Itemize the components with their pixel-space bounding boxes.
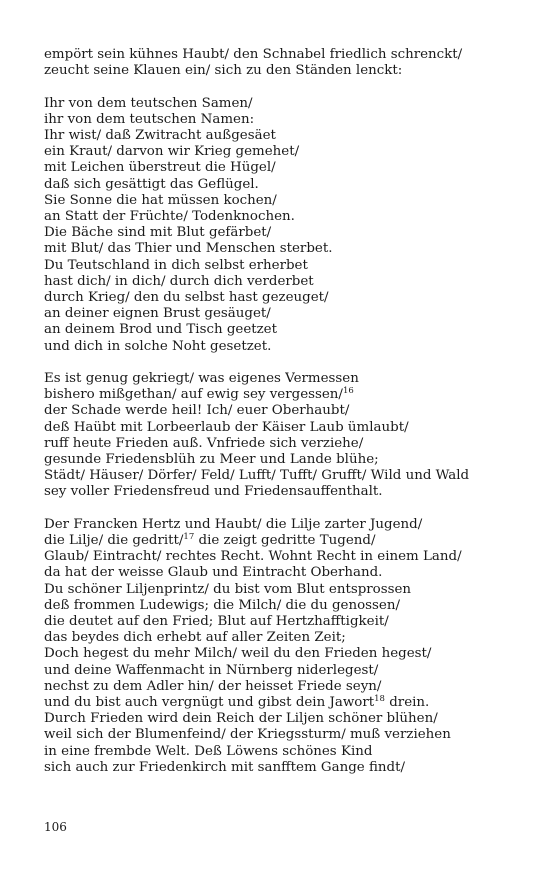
poem-line	[44, 209, 514, 225]
page-number: 106	[44, 820, 67, 834]
line-text: weil sich der Blumenfeind/ der Kriegssturm/ muß verziehen	[44, 727, 451, 743]
poem-line	[44, 177, 514, 193]
poem-line	[44, 582, 514, 598]
line-text: zeucht seine Klauen ein/ sich zu den Ständen lenckt:	[44, 63, 403, 79]
poem-line	[44, 468, 514, 484]
poem-line	[44, 549, 514, 565]
poem-line	[44, 614, 514, 630]
line-text: der Schade werde heil! Ich/ euer Oberhaubt/	[44, 403, 350, 419]
poem-line	[44, 484, 514, 500]
line-text: daß sich gesättigt das Geflügel.	[44, 176, 259, 192]
poem-line	[44, 760, 514, 776]
poem-line	[44, 193, 514, 209]
footnote-marker: 16	[342, 386, 354, 397]
poem-line	[44, 436, 514, 452]
poem-line	[44, 711, 514, 727]
line-text: an deiner eignen Brust gesäuget/	[44, 306, 271, 322]
line-text: Durch Frieden wird dein Reich der Liljen schöner blühen/	[44, 711, 438, 727]
line-text: in eine frembde Welt. Deß Löwens schönes Kind	[44, 743, 373, 759]
poem-line	[44, 371, 514, 387]
poem-line	[44, 387, 514, 403]
line-text: deß frommen Ludewigs; die Milch/ die du genossen/	[44, 597, 400, 613]
stanza	[44, 517, 514, 776]
poem-line	[44, 274, 514, 290]
poem-line	[44, 290, 514, 306]
line-text: sey voller Friedensfreud und Friedensauffenthalt.	[44, 484, 383, 500]
poem-line	[44, 744, 514, 760]
poem-line	[44, 63, 514, 79]
line-text: bishero mißgethan/ auf ewig sey vergessen/	[44, 387, 343, 403]
poem-line	[44, 225, 514, 241]
poem-line	[44, 727, 514, 743]
poem-line	[44, 695, 514, 711]
line-text-continued: die zeigt gedritte Tugend/	[194, 533, 376, 549]
line-text: durch Krieg/ den du selbst hast gezeuget/	[44, 290, 329, 306]
line-text: deß Haübt mit Lorbeerlaub der Käiser Laub ümlaubt/	[44, 419, 409, 435]
line-text: Es ist genug gekriegt/ was eigenes Vermessen	[44, 371, 359, 387]
poem-line	[44, 96, 514, 112]
poem-line	[44, 403, 514, 419]
poem-line	[44, 322, 514, 338]
line-text: und deine Waffenmacht in Nürnberg niderlegest/	[44, 662, 379, 678]
line-text: mit Blut/ das Thier und Menschen sterbet.	[44, 241, 333, 257]
line-text: Glaub/ Eintracht/ rechtes Recht. Wohnt Recht in einem Land/	[44, 549, 462, 565]
line-text: an deinem Brod und Tisch geetzet	[44, 322, 277, 338]
poem-line	[44, 258, 514, 274]
poem-line	[44, 128, 514, 144]
line-text-continued: drein.	[384, 695, 430, 711]
line-text: Ihr von dem teutschen Samen/	[44, 95, 253, 111]
poem-text	[44, 47, 514, 792]
line-text: und du bist auch vergnügt und gibst dein Jawort	[44, 695, 375, 711]
poem-line	[44, 339, 514, 355]
line-text: da hat der weisse Glaub und Eintracht Oberhand.	[44, 565, 383, 581]
line-text: Sie Sonne die hat müssen kochen/	[44, 192, 277, 208]
line-text: das beydes dich erhebt auf aller Zeiten Zeit;	[44, 630, 346, 646]
footnote-marker: 17	[183, 532, 195, 543]
poem-line	[44, 241, 514, 257]
line-text: mit Leichen überstreut die Hügel/	[44, 160, 276, 176]
poem-line	[44, 630, 514, 646]
line-text: Du Teutschland in dich selbst erherbet	[44, 257, 308, 273]
poem-line	[44, 598, 514, 614]
poem-line	[44, 565, 514, 581]
line-text: empört sein kühnes Haubt/ den Schnabel friedlich schrenckt/	[44, 47, 463, 62]
line-text: Die Bäche sind mit Blut gefärbet/	[44, 225, 272, 241]
line-text: Städt/ Häuser/ Dörfer/ Feld/ Lufft/ Tufft/ Grufft/ Wild und Wald	[44, 468, 470, 484]
stanza	[44, 47, 514, 79]
poem-line	[44, 663, 514, 679]
line-text: die deutet auf den Fried; Blut auf Hertzhafftigkeit/	[44, 614, 389, 630]
poem-line	[44, 517, 514, 533]
poem-line	[44, 160, 514, 176]
line-text: Ihr wist/ daß Zwitracht außgesäet	[44, 128, 276, 143]
poem-line	[44, 47, 514, 63]
poem-line	[44, 452, 514, 468]
poem-line	[44, 533, 514, 549]
poem-line	[44, 112, 514, 128]
poem-line	[44, 420, 514, 436]
line-text: Der Francken Hertz und Haubt/ die Lilje zarter Jugend/	[44, 516, 423, 532]
poem-line	[44, 306, 514, 322]
line-text: gesunde Friedensblüh zu Meer und Lande blühe;	[44, 452, 379, 468]
poem-line	[44, 646, 514, 662]
line-text: ruff heute Frieden auß. Vnfriede sich verziehe/	[44, 435, 364, 451]
stanza	[44, 96, 514, 355]
line-text: Doch hegest du mehr Milch/ weil du den Frieden hegest/	[44, 646, 432, 662]
line-text: ein Kraut/ darvon wir Krieg gemehet/	[44, 144, 300, 160]
line-text: nechst zu dem Adler hin/ der heisset Friede seyn/	[44, 678, 382, 694]
poem-line	[44, 144, 514, 160]
line-text: hast dich/ in dich/ durch dich verderbet	[44, 273, 314, 289]
line-text: Du schöner Liljenprintz/ du bist vom Blut entsprossen	[44, 581, 412, 597]
line-text: ihr von dem teutschen Namen:	[44, 111, 255, 127]
footnote-marker: 18	[374, 694, 385, 705]
line-text: und dich in solche Noht gesetzet.	[44, 338, 272, 354]
line-text: die Lilje/ die gedritt/	[44, 533, 184, 549]
line-text: an Statt der Früchte/ Todenknochen.	[44, 209, 295, 225]
stanza	[44, 371, 514, 501]
line-text: sich auch zur Friedenkirch mit sanfftem Gange findt/	[44, 759, 406, 775]
poem-line	[44, 679, 514, 695]
